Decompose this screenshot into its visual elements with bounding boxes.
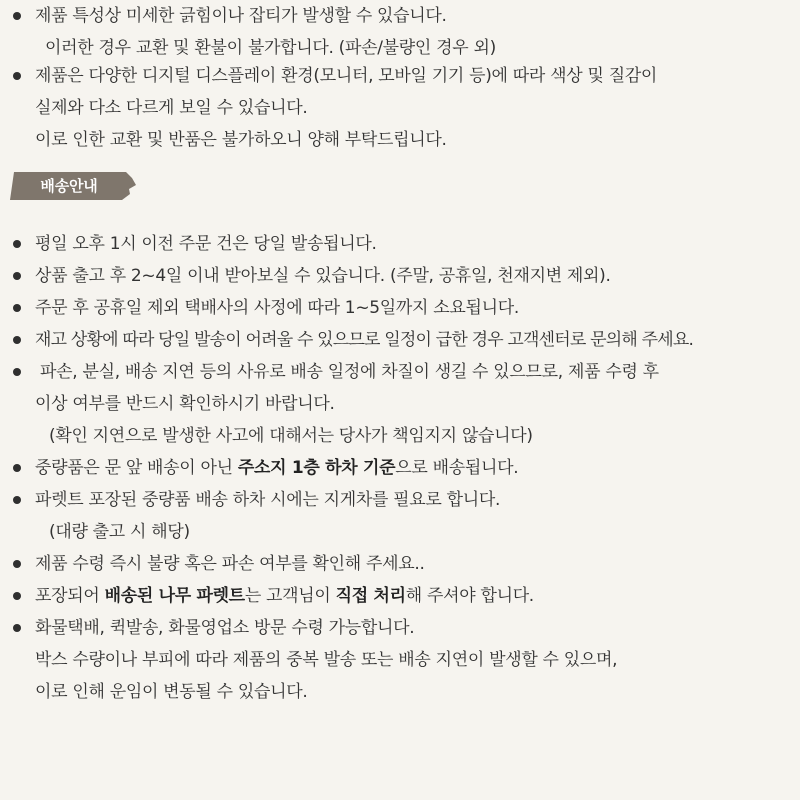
- shipping-section-badge: [10, 170, 138, 202]
- list-item-text: 평일 오후 1시 이전 주문 건은 당일 발송됩니다.: [35, 234, 377, 254]
- list-item: [0, 452, 518, 484]
- bullet-icon: [13, 496, 21, 504]
- list-item-text: 박스 수량이나 부피에 따라 제품의 중복 발송 또는 배송 지연이 발생할 수 있으며,: [35, 650, 618, 670]
- list-item: [0, 484, 500, 548]
- list-item: [0, 60, 657, 156]
- emphasis-text: 직접 처리: [335, 586, 406, 606]
- list-item-text: 제품 특성상 미세한 긁힘이나 잡티가 발생할 수 있습니다.: [35, 6, 447, 26]
- list-item-text: 해 주셔야 합니다.: [405, 586, 534, 606]
- list-item-text: 파렛트 포장된 중량품 배송 하차 시에는 지게차를 필요로 합니다.: [35, 490, 501, 510]
- list-item-text: 제품은 다양한 디지털 디스플레이 환경(모니터, 모바일 기기 등)에 따라 색상 및 질감이: [35, 66, 658, 86]
- list-item: [0, 612, 617, 708]
- list-item-text: 이상 여부를 반드시 확인하시기 바랍니다.: [35, 394, 335, 414]
- bullet-icon: [13, 304, 21, 312]
- bullet-icon: [13, 12, 21, 20]
- bullet-icon: [13, 624, 21, 632]
- list-item: [0, 324, 693, 356]
- list-item-text: (대량 출고 시 해당): [49, 522, 190, 542]
- list-item: [0, 548, 425, 580]
- list-item: [0, 0, 496, 64]
- list-item: [0, 580, 534, 612]
- bullet-icon: [13, 368, 21, 376]
- list-item-text: 포장되어: [35, 586, 105, 606]
- bullet-icon: [13, 560, 21, 568]
- bullet-icon: [13, 592, 21, 600]
- list-item-text: 상품 출고 후 2~4일 이내 받아보실 수 있습니다. (주말, 공휴일, 천재지변 제외).: [35, 266, 611, 286]
- bullet-icon: [13, 72, 21, 80]
- bullet-icon: [13, 272, 21, 280]
- list-item-text: 중량품은 문 앞 배송이 아닌: [35, 458, 238, 478]
- list-item-text: 파손, 분실, 배송 지연 등의 사유로 배송 일정에 차질이 생길 수 있으므로, 제품 수령 후: [40, 362, 659, 382]
- list-item: [0, 292, 519, 324]
- list-item-text: 이로 인한 교환 및 반품은 불가하오니 양해 부탁드립니다.: [35, 130, 447, 150]
- list-item-text: 이로 인해 운임이 변동될 수 있습니다.: [35, 682, 308, 702]
- list-item: [0, 356, 659, 452]
- emphasis-text: 주소지 1층 하차 기준: [237, 458, 396, 478]
- list-item-text: 주문 후 공휴일 제외 택배사의 사정에 따라 1~5일까지 소요됩니다.: [35, 298, 519, 318]
- list-item-text: 실제와 다소 다르게 보일 수 있습니다.: [35, 98, 308, 118]
- list-item-text: 제품 수령 즉시 불량 혹은 파손 여부를 확인해 주세요..: [35, 554, 425, 574]
- list-item-text: (확인 지연으로 발생한 사고에 대해서는 당사가 책임지지 않습니다): [49, 426, 533, 446]
- list-item: [0, 228, 377, 260]
- list-item-text: 이러한 경우 교환 및 환불이 불가합니다. (파손/불량인 경우 외): [45, 38, 496, 58]
- bullet-icon: [13, 336, 21, 344]
- bullet-icon: [13, 240, 21, 248]
- emphasis-text: 배송된 나무 파렛트: [104, 586, 245, 606]
- bullet-icon: [13, 464, 21, 472]
- list-item-text: 화물택배, 퀵발송, 화물영업소 방문 수령 가능합니다.: [35, 618, 415, 638]
- list-item-text: 는 고객님이: [244, 586, 336, 606]
- list-item-text: 재고 상황에 따라 당일 발송이 어려울 수 있으므로 일정이 급한 경우 고객센터로 문의해 주세요.: [35, 330, 694, 350]
- section-title: 배송안내: [40, 177, 98, 195]
- list-item-text: 으로 배송됩니다.: [395, 458, 519, 478]
- list-item: [0, 260, 611, 292]
